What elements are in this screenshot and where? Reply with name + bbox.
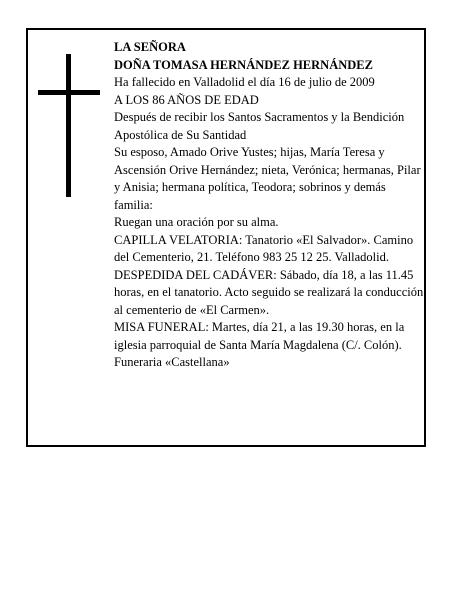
funeral-mass-info: MISA FUNERAL: Martes, día 21, a las 19.30 horas, en la iglesia parroquial de Santa María Magdalena (C/. Colón).: [114, 320, 405, 352]
obituary-text: [114, 39, 424, 372]
funeral-home: Funeraria «Castellana»: [114, 355, 230, 369]
chapel-info: CAPILLA VELATORIA: Tanatorio «El Salvador». Camino del Cementerio, 21. Teléfono 983 25 12 25. Valladolid.: [114, 232, 414, 264]
death-statement: Ha fallecido en Valladolid el día 16 de julio de 2009: [114, 75, 375, 89]
cross-horizontal-bar: [38, 90, 100, 95]
obituary-title: LA SEÑORA: [114, 40, 186, 54]
age-statement: A LOS 86 AÑOS DE EDAD: [114, 92, 259, 107]
prayer-request: Ruegan una oración por su alma.: [114, 215, 279, 229]
sacraments-statement: Después de recibir los Santos Sacramentos y la Bendición Apostólica de Su Santidad: [114, 110, 405, 142]
family-list: Su esposo, Amado Orive Yustes; hijas, María Teresa y Ascensión Orive Hernández; nieta, Verónica; hermanas, Pilar y Anisia; hermana política, Teodora; sobrinos y demás familia:: [114, 145, 421, 212]
cross-vertical-bar: [66, 54, 71, 197]
cross-icon: [38, 54, 100, 197]
farewell-info: DESPEDIDA DEL CADÁVER: Sábado, día 18, a las 11.45 horas, en el tanatorio. Acto seguido se realizará la conducción al cementerio de «El Carmen».: [114, 267, 424, 317]
deceased-name: DOÑA TOMASA HERNÁNDEZ HERNÁNDEZ: [114, 57, 373, 72]
